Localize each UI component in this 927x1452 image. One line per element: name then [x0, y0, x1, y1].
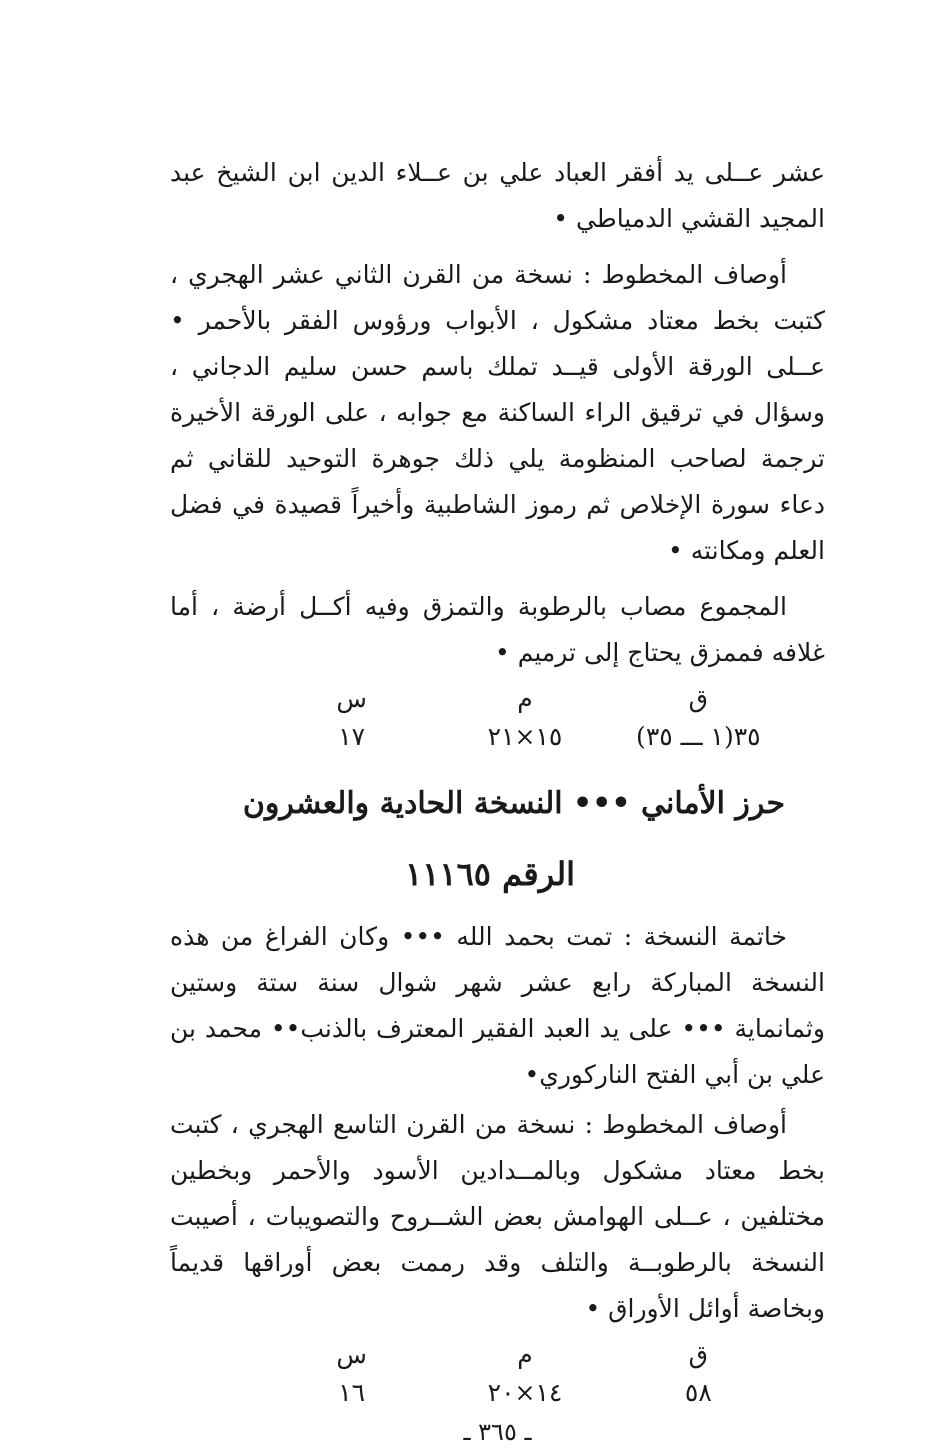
book-page	[170, 150, 825, 1452]
table-value-folios: ٣٥(١ ـــ ٣٥)	[636, 722, 761, 751]
table-header-folios: ق	[688, 684, 709, 713]
table-header-size: م	[517, 1340, 533, 1369]
table-header-size: م	[517, 684, 533, 713]
manuscript-metadata-table-1	[265, 680, 785, 756]
table-header-lines: س	[336, 1340, 367, 1369]
table-header-folios: ق	[688, 1340, 709, 1369]
section-number: الرقم ١١١٦٥	[405, 855, 575, 893]
page-number: ـ ٣٦٥ ـ	[463, 1418, 532, 1446]
table-value-lines: ١٦	[338, 1378, 366, 1407]
colophon-paragraph: خاتمة النسخة : تمت بحمد الله ••• وكان الفراغ من هذه النسخة المباركة رابع عشر شهر شوال سنة ستة وستين وثمانماية ••• على يد العبد الفقير المعترف بالذنب•• محمد بن علي بن أبي الفتح الناركوري•	[170, 922, 825, 1089]
section-title: حرز الأماني ••• النسخة الحادية والعشرون	[242, 786, 785, 821]
table-value-size: ١٥×٢١	[487, 722, 563, 751]
table-value-lines: ١٧	[338, 722, 366, 751]
table-value-folios: ٥٨	[684, 1378, 712, 1407]
table-header-lines: س	[336, 684, 367, 713]
continuation-paragraph: عشر عــلى يد أفقر العباد علي بن عــلاء الدين ابن الشيخ عبد المجيد القشي الدمياطي •	[170, 158, 825, 233]
manuscript-metadata-table-2	[265, 1336, 785, 1412]
manuscript-description-1: أوصاف المخطوط : نسخة من القرن الثاني عشر الهجري ، كتبت بخط معتاد مشكول ، الأبواب ورؤوس الفقر بالأحمر • عــلى الورقة الأولى قيــد تملك باسم حسن سليم الدجاني ، وسؤال في ترقيق الراء الساكنة مع جوابه ، على الورقة الأخيرة ترجمة لصاحب المنظومة يلي ذلك جوهرة التوحيد للقاني ثم دعاء سورة الإخلاص ثم رموز الشاطبية وأخيراً قصيدة في فضل العلم ومكانته •	[170, 260, 825, 565]
manuscript-condition-1: المجموع مصاب بالرطوبة والتمزق وفيه أكــل أرضة ، أما غلافه فممزق يحتاج إلى ترميم •	[170, 592, 825, 667]
table-value-size: ١٤×٢٠	[487, 1378, 563, 1407]
manuscript-description-2: أوصاف المخطوط : نسخة من القرن التاسع الهجري ، كتبت بخط معتاد مشكول وبالمــدادين الأسود والأحمر وبخطين مختلفين ، عــلى الهوامش بعض الشــروح والتصويبات ، أصيبت النسخة بالرطوبــة والتلف وقد رممت بعض أوراقها قديماً وبخاصة أوائل الأوراق •	[170, 1110, 825, 1323]
